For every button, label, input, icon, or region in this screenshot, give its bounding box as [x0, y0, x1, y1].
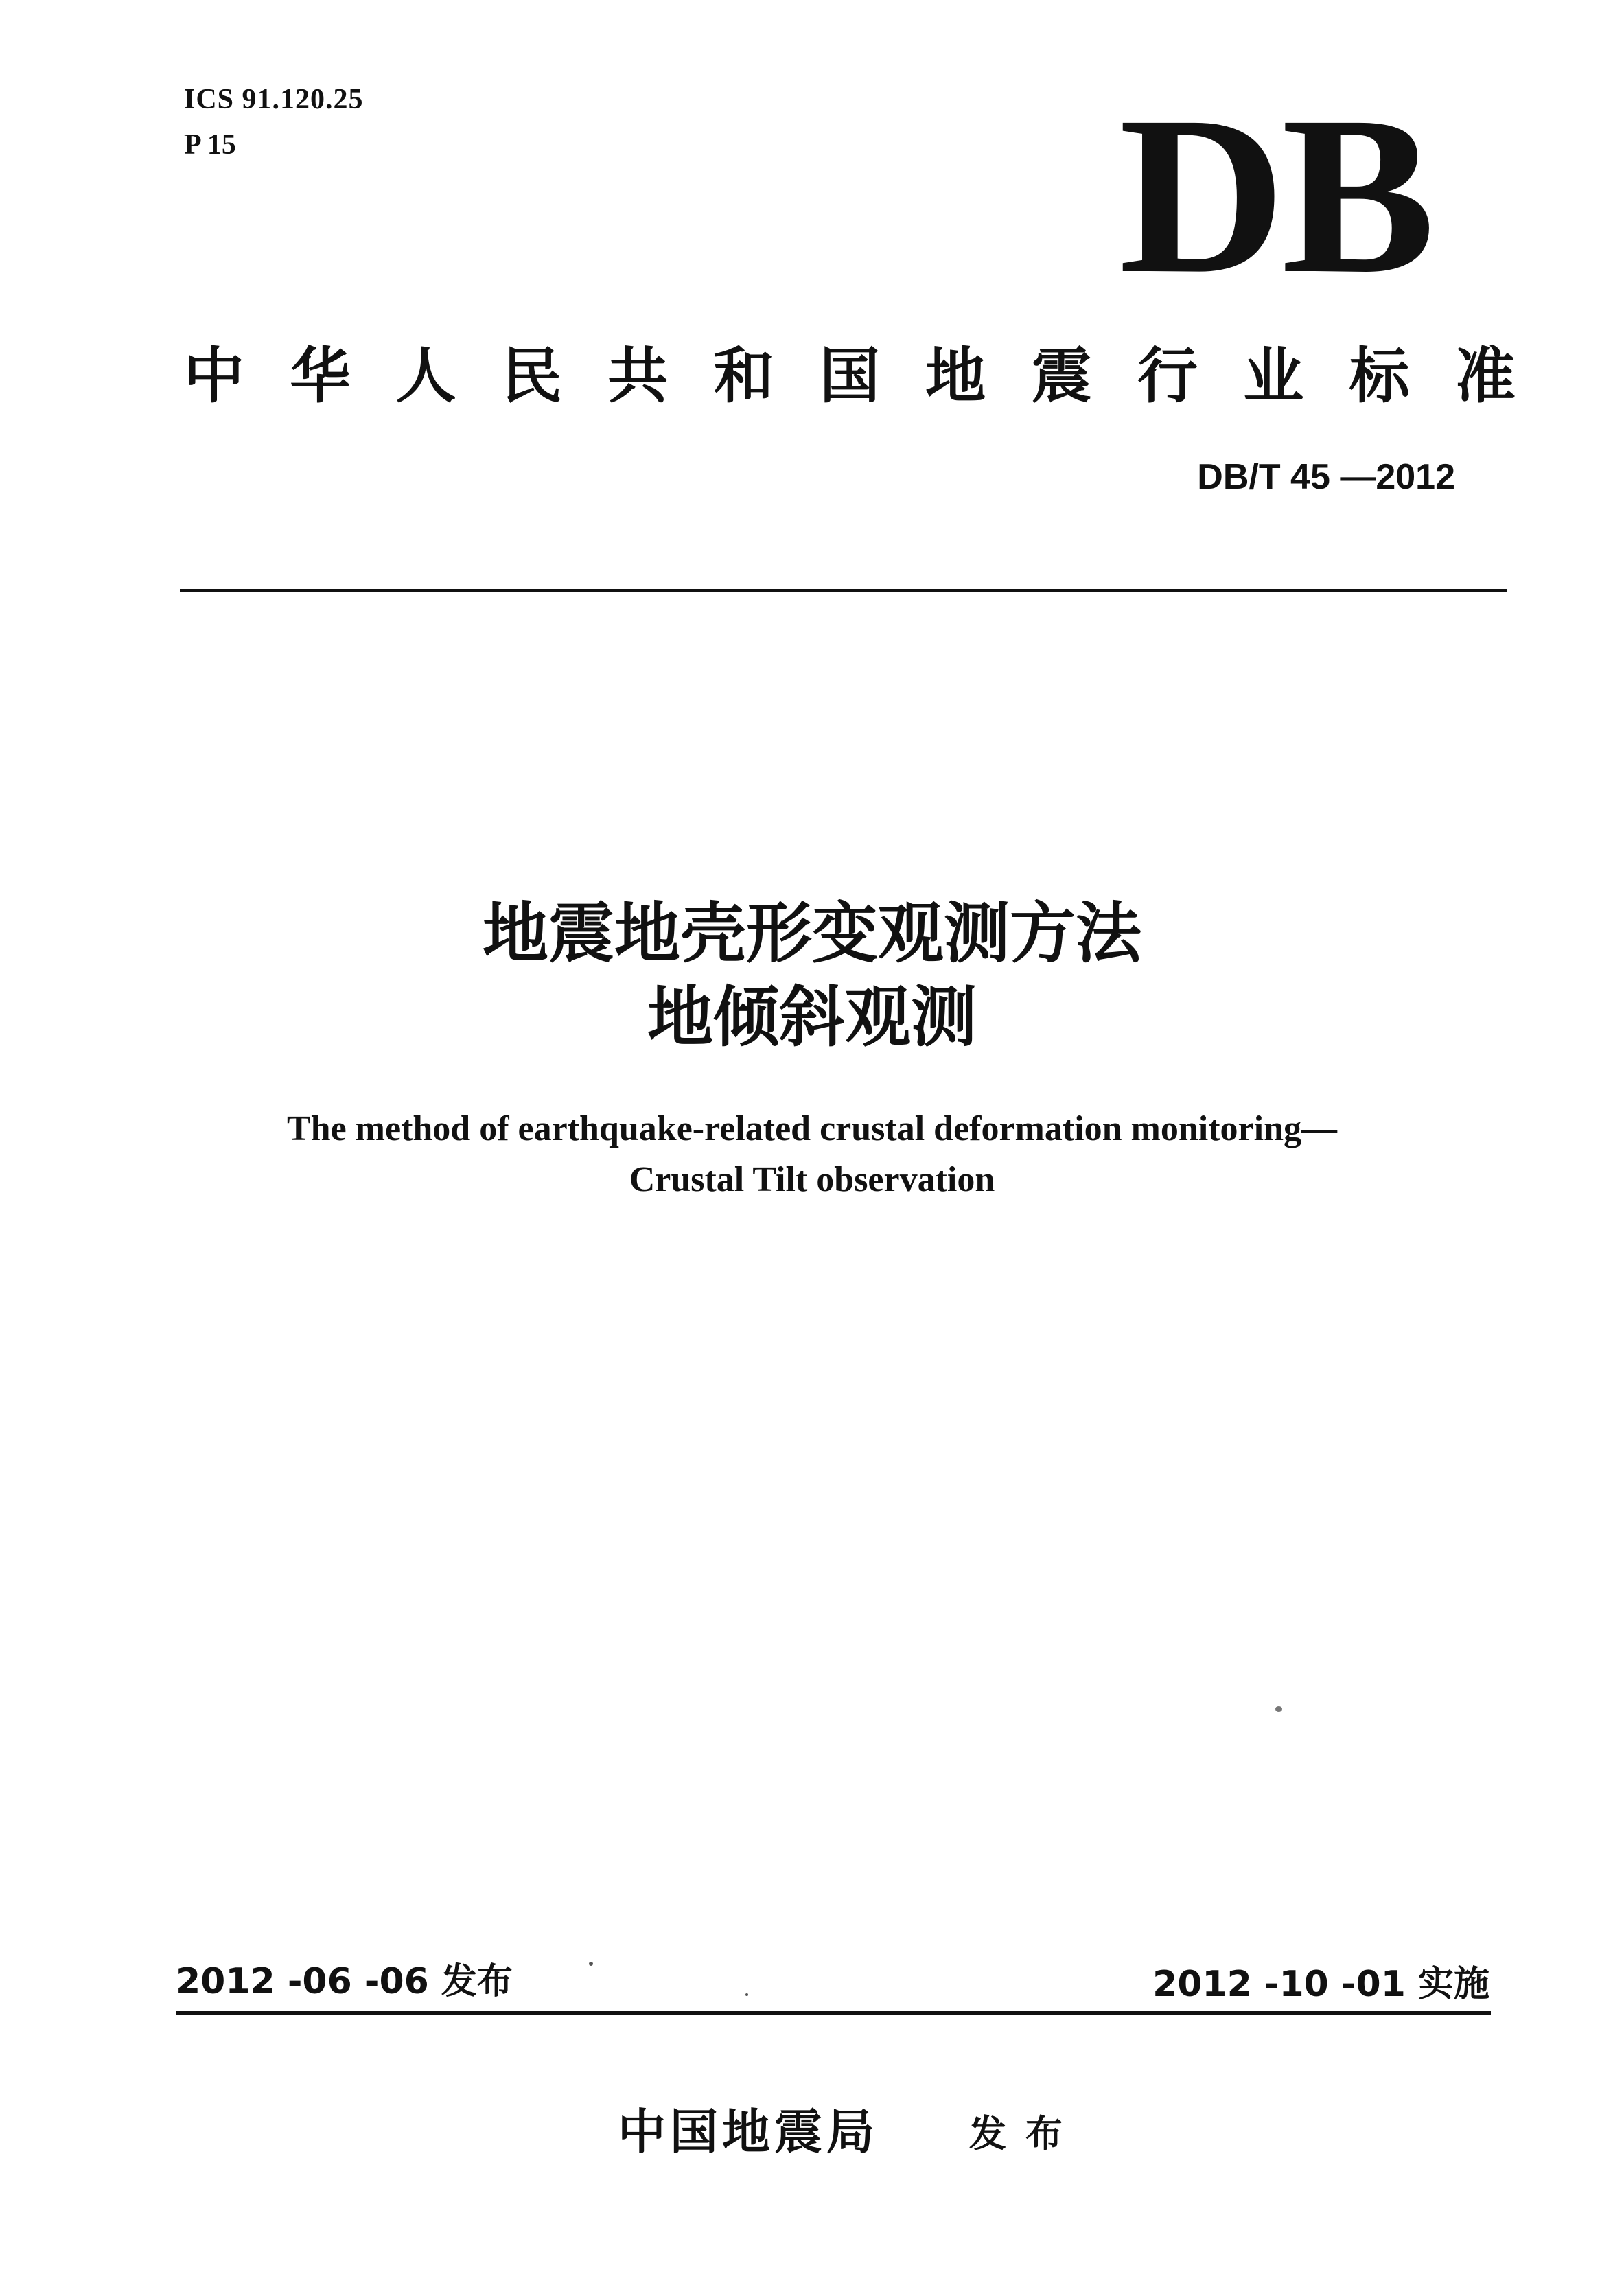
bottom-divider: [176, 2011, 1491, 2015]
standard-number: DB/T 45 —2012: [1197, 457, 1455, 497]
p-code: P 15: [184, 129, 236, 161]
standard-title-char: 国: [819, 340, 880, 411]
publish-label: 发布: [969, 2112, 1082, 2155]
scan-speck: [589, 1962, 593, 1966]
standard-title-char: 民: [501, 340, 562, 411]
standard-title-char: 中: [184, 340, 245, 411]
standard-title-char: 震: [1031, 340, 1092, 411]
standard-title-char: 和: [713, 340, 774, 411]
standard-title-char: 共: [607, 340, 669, 411]
english-title-line-1: The method of earthquake-related crustal deformation monitoring—: [286, 1109, 1337, 1148]
ics-code: ICS 91.120.25: [184, 84, 364, 115]
english-title-line-2: Crustal Tilt observation: [629, 1160, 995, 1199]
chinese-title-line-1: 地震地壳形变观测方法: [483, 895, 1141, 972]
standard-title-char: 华: [290, 340, 351, 411]
standard-title-char: 标: [1349, 340, 1410, 411]
chinese-title-line-2: 地倾斜观测: [647, 979, 977, 1056]
standard-title-char: 准: [1454, 340, 1516, 411]
standard-title-char: 地: [925, 340, 986, 411]
implementation-date: 2012 -10 -01 实施: [1152, 1964, 1489, 2005]
issue-date: 2012 -06 -06 发布: [176, 1961, 513, 2002]
standard-title: [184, 335, 1516, 417]
standard-title-char: 人: [395, 340, 456, 411]
publisher-name: 中国地震局: [618, 2104, 879, 2160]
scan-speck: [745, 1993, 748, 1996]
standard-title-char: 业: [1243, 340, 1304, 411]
db-logo: DB: [1118, 70, 1432, 321]
scan-speck: [1275, 1706, 1282, 1712]
top-divider: [180, 589, 1507, 592]
standard-title-char: 行: [1137, 340, 1198, 411]
